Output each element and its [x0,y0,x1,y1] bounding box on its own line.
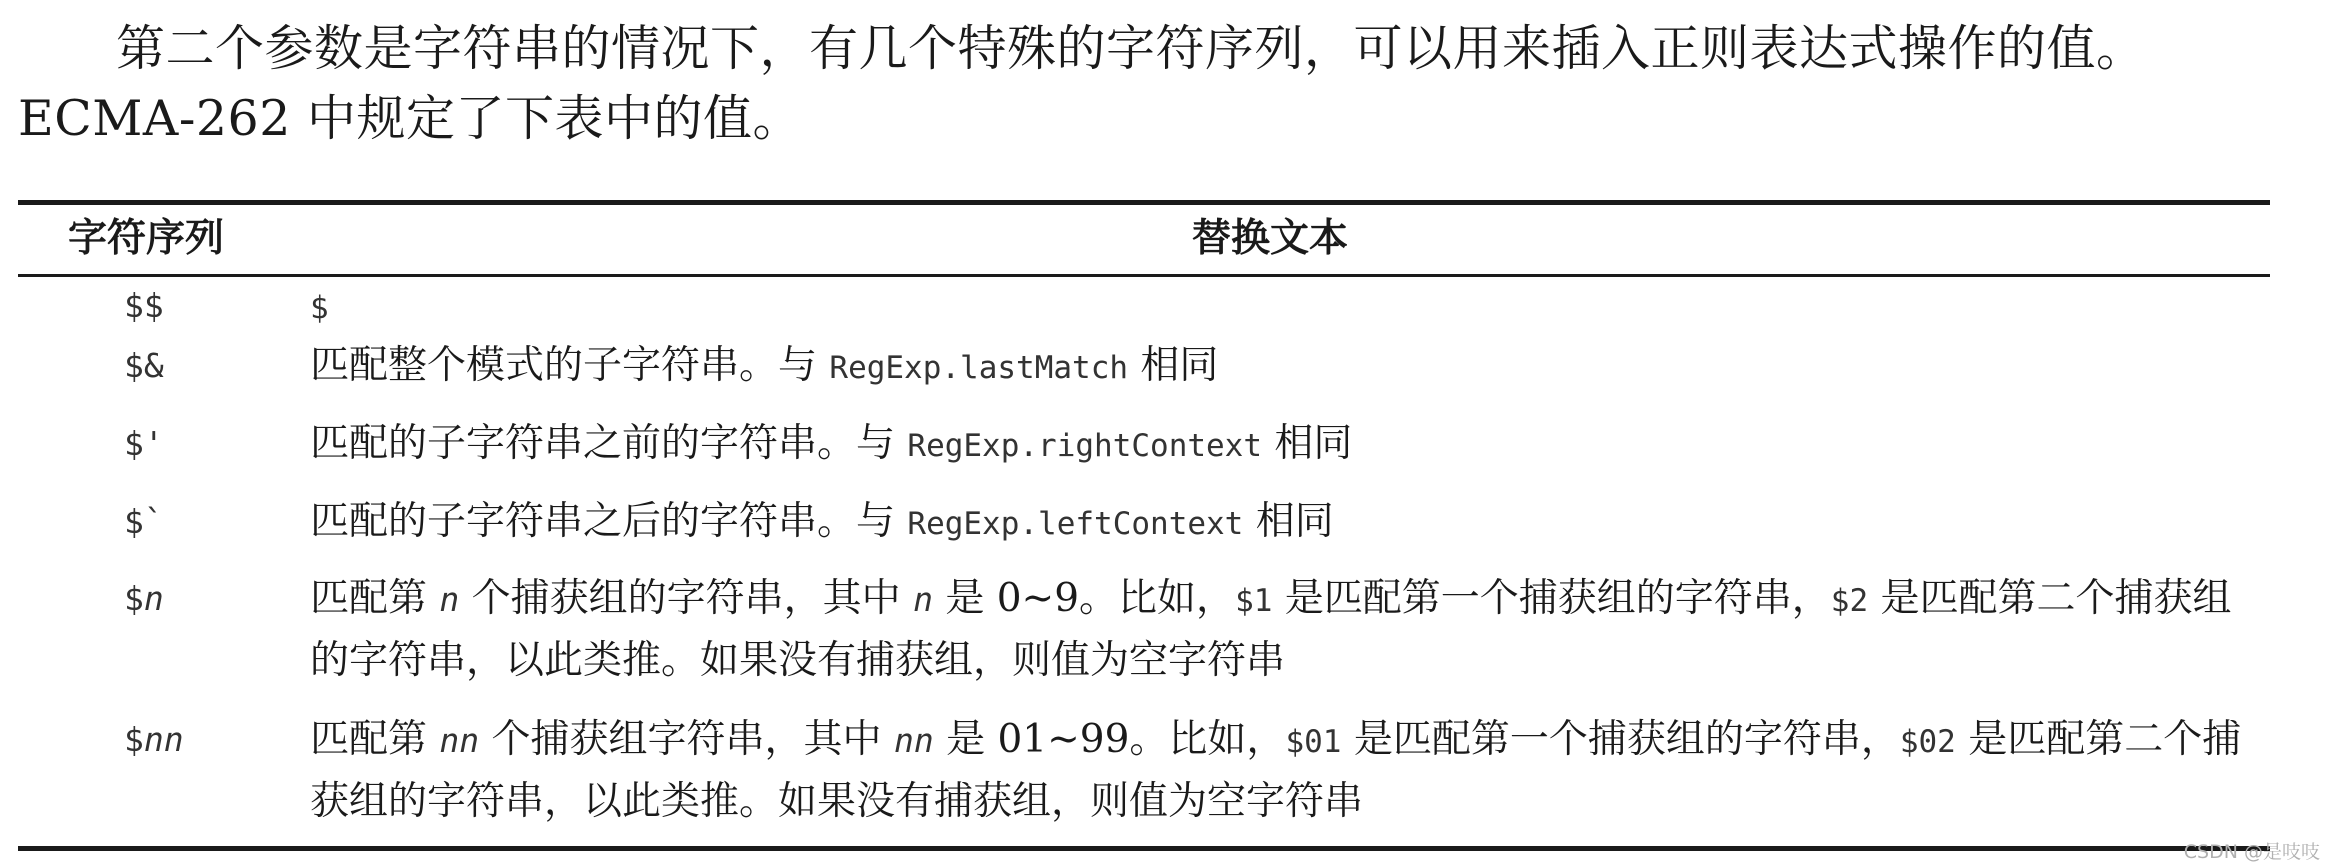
replacement-code: $2 [1830,583,1869,619]
sequence-cell: $` [124,502,164,541]
replacement-text: 匹配第 [310,576,440,621]
replacement-cell [310,276,2270,338]
replacement-code: $01 [1285,724,1342,760]
replacement-text: 是 0~9。比如， [932,576,1236,621]
replacement-text: 是匹配第二个捕获组的字符串，以此类推。如果没有捕获组，则值为空字符串 [310,717,2242,824]
sequence-cell [124,710,184,770]
replacement-text: 相同 [1128,343,1219,388]
replacement-text: 个捕获组字符串，其中 [479,717,894,762]
replacement-variable: n [439,580,460,619]
replacement-cell [310,492,2270,554]
replacement-text: 是匹配第一个捕获组的字符串， [1341,717,1900,762]
sequence-cell: $& [124,346,164,385]
sequence-cell [124,569,164,629]
replacement-code: RegExp.leftContext [907,506,1244,542]
replacement-variable: nn [439,721,480,760]
replacement-text: 匹配整个模式的子字符串。与 [310,343,830,388]
sequence-prefix: $ [124,579,144,618]
replacement-text: 匹配的子字符串之前的字符串。与 [310,421,908,466]
replacement-text: 是匹配第一个捕获组的字符串， [1272,576,1831,621]
replacement-text: 是 01~99。比如， [933,717,1286,762]
intro-line-2: ECMA-262 中规定了下表中的值。 [18,90,802,147]
intro-paragraph [18,14,2318,154]
replacement-text: 是匹配第二个捕获组的字符串，以此类推。如果没有捕获组，则值为空字符串 [310,576,2232,683]
replacement-cell [310,569,2270,691]
replacement-code: RegExp.rightContext [907,428,1263,464]
header-replacement: 替换文本 [1192,216,1349,261]
replacement-text: 匹配第 [310,717,440,762]
table-top-rule [18,200,2270,205]
replacement-cell [310,336,2270,398]
replacement-cell [310,414,2270,476]
replacement-variable: n [913,580,933,619]
replacement-cell [310,710,2270,832]
watermark: CSDN @是吱吱 [2183,841,2320,863]
replacement-code: RegExp.lastMatch [829,350,1129,386]
replacement-text: 个捕获组的字符串，其中 [459,576,914,621]
replacement-code: $ [310,290,329,326]
replacement-text: 相同 [1243,499,1334,544]
sequence-variable: n [143,579,164,618]
intro-line-1: 第二个参数是字符串的情况下，有几个特殊的字符序列，可以用来插入正则表达式操作的值。 [116,20,2146,77]
sequence-cell: $$ [124,286,164,325]
table-bottom-rule [18,846,2270,851]
replacement-code: $02 [1899,724,1956,760]
replacement-code: $1 [1235,583,1273,619]
replacement-text: 相同 [1262,421,1353,466]
replacement-variable: nn [893,721,934,760]
replacement-text: 匹配的子字符串之后的字符串。与 [310,499,908,544]
header-sequence: 字符序列 [68,216,225,261]
sequence-cell: $' [124,424,164,463]
sequence-prefix: $ [124,720,144,759]
sequence-variable: nn [143,720,184,759]
